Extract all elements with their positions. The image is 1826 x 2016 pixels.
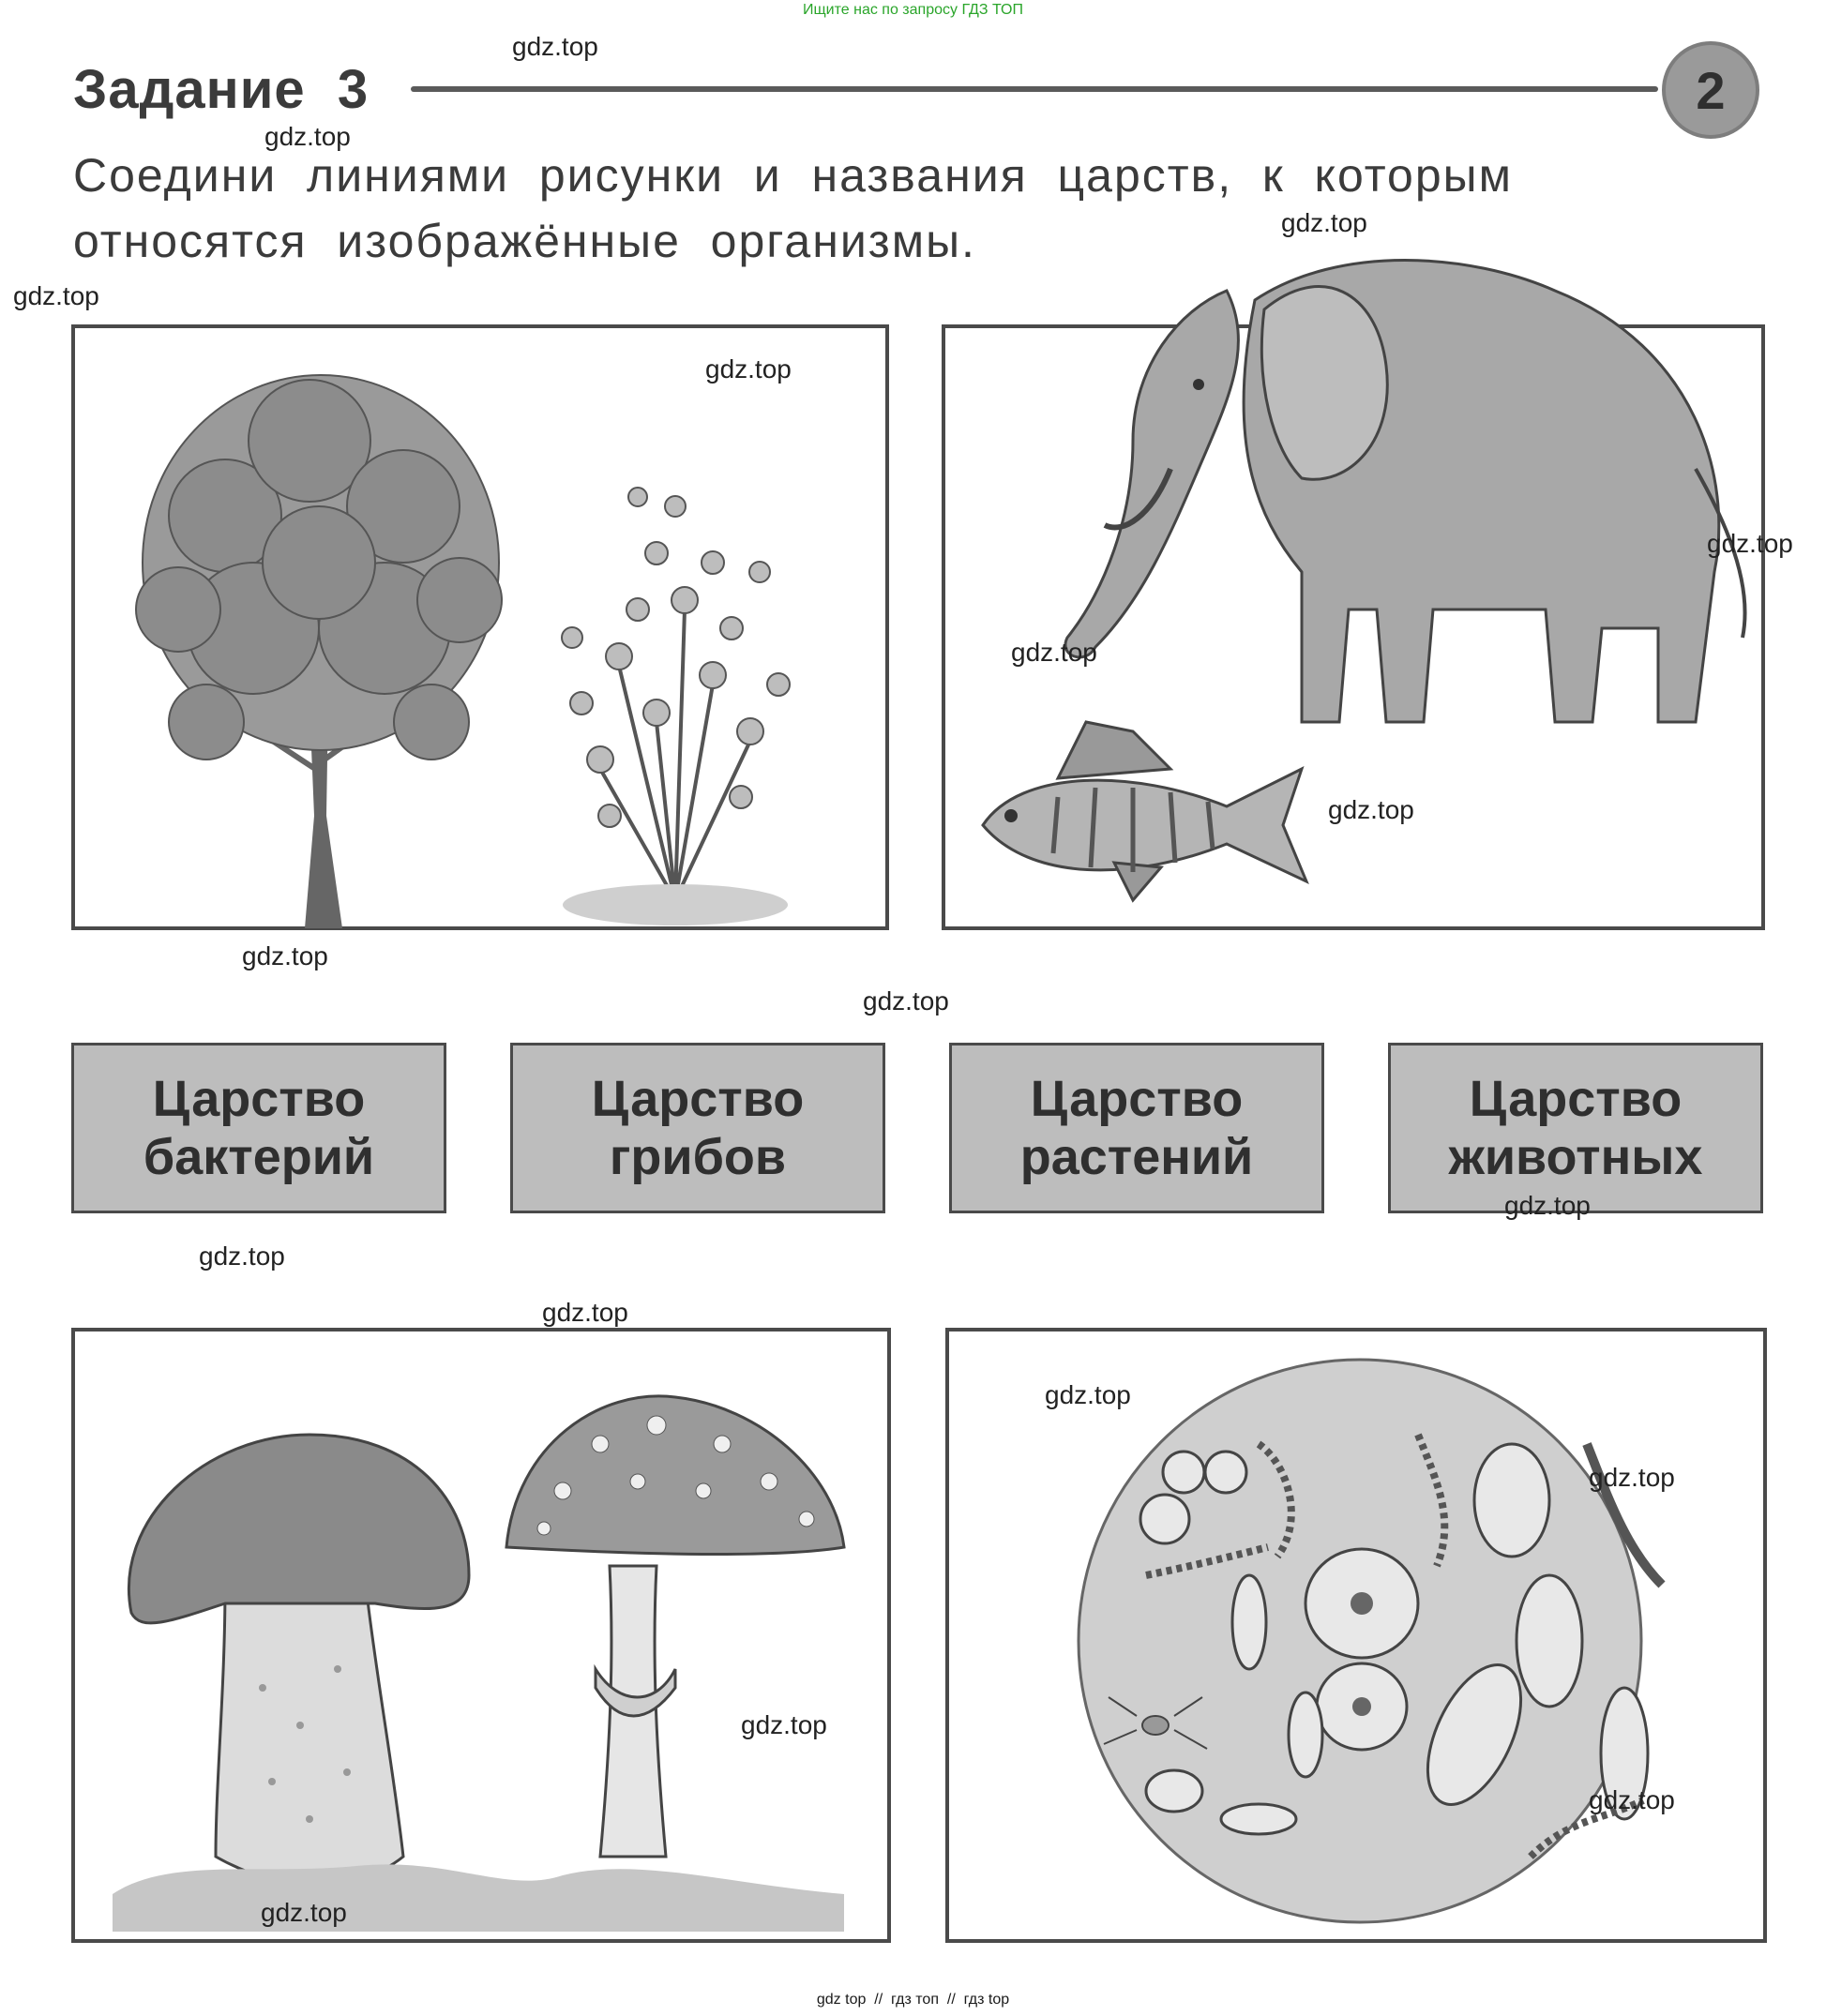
watermark: gdz.top [1589,1463,1675,1492]
kingdom-label-line1: Царство [1469,1071,1683,1127]
instruction-line-1: Соедини линиями рисунки и названия царств, к которым [73,149,1513,202]
tree-and-shrub-icon [75,328,893,934]
microorganisms-icon [949,1331,1771,1947]
kingdom-label-line2: растений [1019,1129,1254,1185]
watermark: gdz.top [863,986,949,1016]
watermark: gdz.top [199,1241,285,1271]
instruction-line-2: относятся изображённые организмы. [73,215,976,267]
kingdom-label-bacteria[interactable] [71,1043,446,1213]
watermark: gdz.top [512,32,598,61]
picture-plants[interactable] [71,324,889,930]
watermark: gdz.top [264,122,351,151]
kingdom-label-line1: Царство [152,1071,366,1127]
bottom-banner: gdz top // гдз топ // гдз top [816,1992,1010,2008]
kingdom-label-line1: Царство [591,1071,805,1127]
kingdom-label-animals[interactable] [1388,1043,1763,1213]
mushrooms-icon [75,1331,895,1947]
kingdom-label-plants[interactable] [949,1043,1324,1213]
kingdom-label-fungi[interactable] [510,1043,885,1213]
task-title: Задание 3 [73,59,370,120]
picture-fungi[interactable] [71,1328,891,1943]
kingdom-label-line2: бактерий [143,1129,375,1185]
watermark: gdz.top [1281,208,1367,237]
picture-bacteria[interactable] [945,1328,1767,1943]
kingdom-label-line2: грибов [609,1129,787,1185]
kingdom-label-line1: Царство [1030,1071,1244,1127]
watermark: gdz.top [741,1710,827,1739]
watermark: gdz.top [1707,529,1793,558]
watermark: gdz.top [1328,795,1414,824]
kingdom-label-line2: животных [1448,1129,1703,1185]
picture-animals[interactable] [942,324,1765,930]
watermark: gdz.top [705,354,792,384]
watermark: gdz.top [542,1298,628,1327]
top-banner: Ищите нас по запросу ГДЗ ТОП [803,2,1023,18]
watermark: gdz.top [261,1898,347,1927]
watermark: gdz.top [1589,1785,1675,1814]
watermark: gdz.top [242,941,328,970]
title-divider [411,86,1658,92]
page-number-badge: 2 [1662,41,1759,139]
task-instruction [73,143,1761,274]
watermark: gdz.top [1045,1380,1131,1409]
watermark: gdz.top [13,281,99,310]
elephant-and-fish-icon [945,328,1769,934]
watermark: gdz.top [1011,638,1097,667]
watermark: gdz.top [1504,1191,1591,1220]
